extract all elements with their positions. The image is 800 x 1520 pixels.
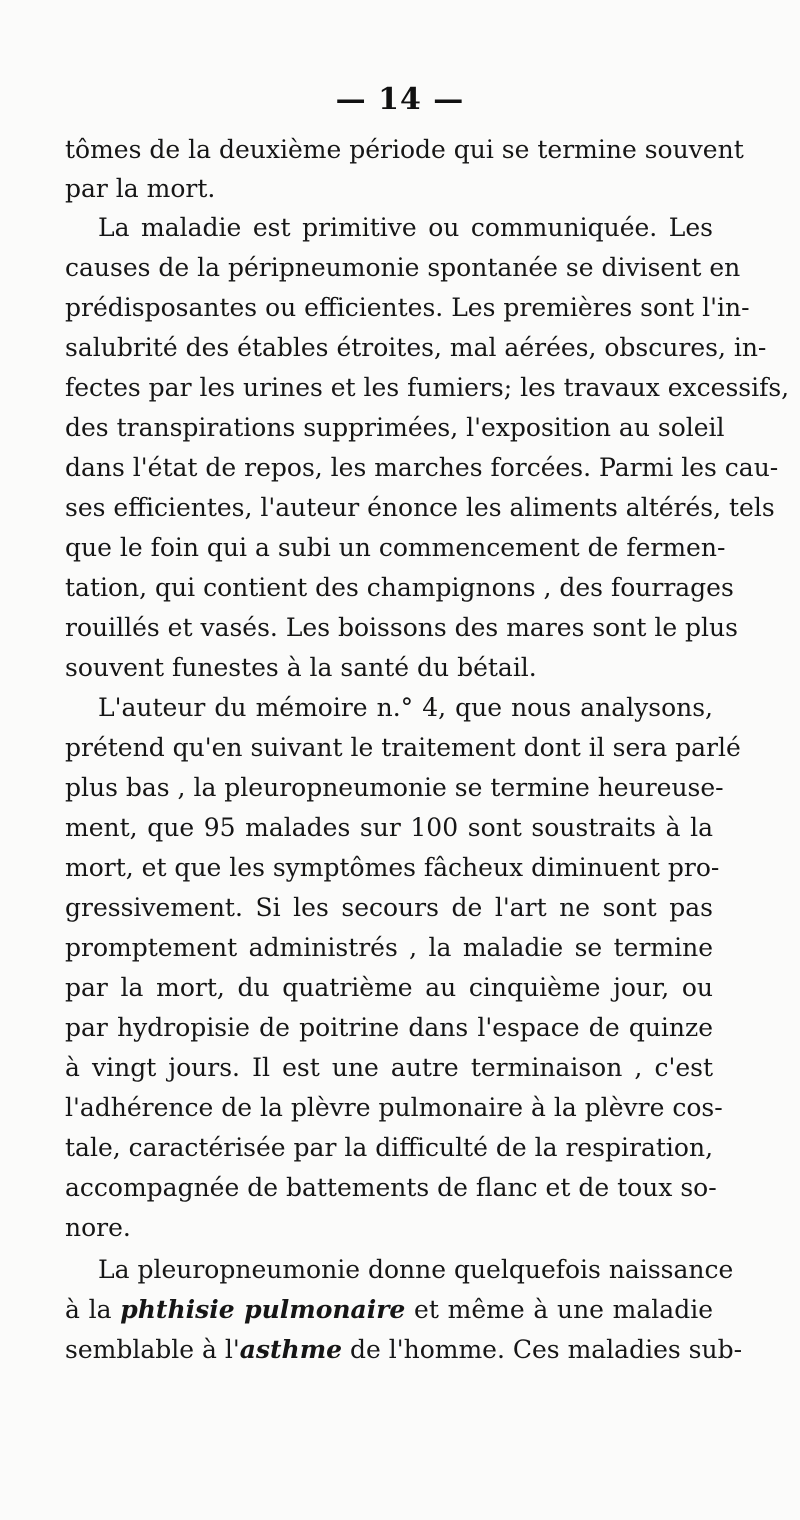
text-line: l'adhérence de la plèvre pulmonaire à la plèvre cos-	[65, 1093, 723, 1122]
text-line: ses efficientes, l'auteur énonce les aliments altérés, tels	[65, 493, 775, 522]
text-line: La pleuropneumonie donne quelquefois naissance	[98, 1255, 734, 1284]
text-line: que le foin qui a subi un commencement de fermen-	[65, 533, 726, 562]
italic-term: asthme	[239, 1335, 343, 1364]
text-run: semblable à l'	[65, 1335, 240, 1364]
text-line: mort, et que les symptômes fâcheux diminuent pro-	[65, 853, 720, 882]
text-line: gressivement. Si les secours de l'art ne sont pas	[65, 893, 713, 922]
text-line: par la mort.	[65, 174, 216, 203]
text-line: souvent funestes à la santé du bétail.	[65, 653, 537, 682]
text-line: plus bas , la pleuropneumonie se termine heureuse-	[65, 773, 724, 802]
text-line: par la mort, du quatrième au cinquième jour, ou	[65, 973, 713, 1002]
text-line: La maladie est primitive ou communiquée. Les	[98, 213, 713, 242]
text-line: L'auteur du mémoire n.° 4, que nous analysons,	[98, 693, 713, 722]
text-run: à la	[65, 1295, 121, 1324]
text-line: dans l'état de repos, les marches forcées. Parmi les cau-	[65, 453, 779, 482]
text-line: tale, caractérisée par la difficulté de la respiration,	[65, 1133, 714, 1162]
text-line: ment, que 95 malades sur 100 sont soustraits à la	[65, 813, 713, 842]
text-line: prédisposantes ou efficientes. Les premières sont l'in-	[65, 293, 750, 322]
text-line-with-italic	[65, 1330, 743, 1370]
text-line: à vingt jours. Il est une autre terminaison , c'est	[65, 1053, 713, 1082]
text-run: et même à une maladie	[405, 1295, 713, 1324]
text-line: des transpirations supprimées, l'exposition au soleil	[65, 413, 725, 442]
text-run: de l'homme. Ces maladies sub-	[342, 1335, 743, 1364]
text-line: salubrité des étables étroites, mal aérées, obscures, in-	[65, 333, 767, 362]
text-line: nore.	[65, 1213, 131, 1242]
text-line: prétend qu'en suivant le traitement dont il sera parlé	[65, 733, 741, 762]
text-line-with-italic	[65, 1290, 713, 1330]
text-line: causes de la péripneumonie spontanée se divisent en	[65, 253, 741, 282]
text-line: fectes par les urines et les fumiers; les travaux excessifs,	[65, 373, 790, 402]
text-line: tation, qui contient des champignons , des fourrages	[65, 573, 734, 602]
text-line: rouillés et vasés. Les boissons des mares sont le plus	[65, 613, 738, 642]
page-number: — 14 —	[335, 82, 465, 117]
text-line: tômes de la deuxième période qui se termine souvent	[65, 135, 744, 164]
italic-term: phthisie pulmonaire	[120, 1295, 406, 1324]
text-line: promptement administrés , la maladie se termine	[65, 933, 713, 962]
text-line: par hydropisie de poitrine dans l'espace de quinze	[65, 1013, 713, 1042]
text-line: accompagnée de battements de flanc et de toux so-	[65, 1173, 717, 1202]
